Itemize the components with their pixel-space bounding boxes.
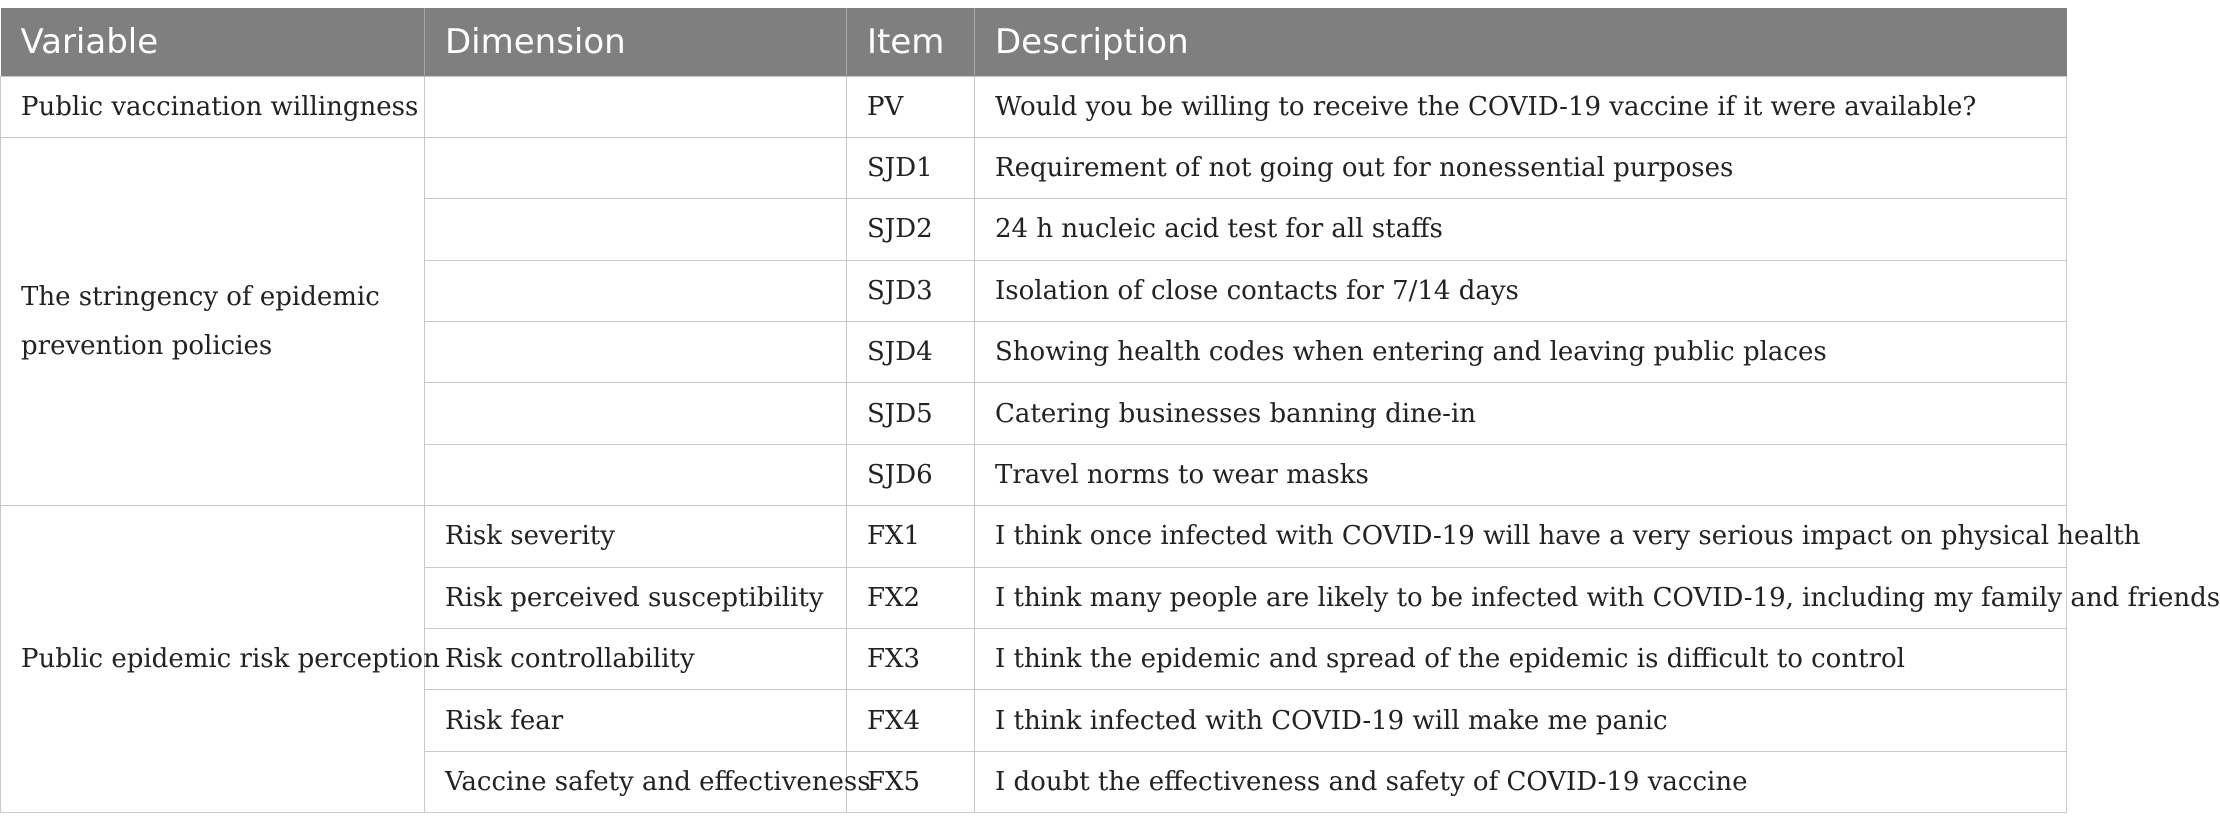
item-cell: SJD4 <box>847 322 975 383</box>
dimension-cell <box>425 76 847 137</box>
item-cell: SJD1 <box>847 137 975 198</box>
description-cell: Requirement of not going out for nonessential purposes <box>975 137 2067 198</box>
description-cell: I think once infected with COVID-19 will have a very serious impact on physical health <box>975 506 2067 567</box>
header-item: Item <box>847 8 975 76</box>
description-cell: Catering businesses banning dine-in <box>975 383 2067 444</box>
variable-cell: The stringency of epidemic prevention policies <box>1 137 425 505</box>
description-cell: I think many people are likely to be infected with COVID-19, including my family and friends <box>975 567 2067 628</box>
item-cell: PV <box>847 76 975 137</box>
dimension-cell <box>425 260 847 321</box>
table-container <box>0 8 2220 813</box>
description-cell: Would you be willing to receive the COVID-19 vaccine if it were available? <box>975 76 2067 137</box>
dimension-cell <box>425 137 847 198</box>
dimension-cell: Risk fear <box>425 690 847 751</box>
item-cell: SJD6 <box>847 444 975 505</box>
description-cell: Travel norms to wear masks <box>975 444 2067 505</box>
table-row <box>1 506 2067 567</box>
item-cell: FX1 <box>847 506 975 567</box>
variable-cell: Public epidemic risk perception <box>1 506 425 813</box>
table-row <box>1 137 2067 198</box>
header-description: Description <box>975 8 2067 76</box>
dimension-cell <box>425 383 847 444</box>
description-cell: Showing health codes when entering and leaving public places <box>975 322 2067 383</box>
item-cell: FX3 <box>847 629 975 690</box>
dimension-cell <box>425 444 847 505</box>
item-cell: FX4 <box>847 690 975 751</box>
item-cell: SJD3 <box>847 260 975 321</box>
variables-table <box>0 8 2220 813</box>
description-cell: I think infected with COVID-19 will make me panic <box>975 690 2067 751</box>
variable-cell: Public vaccination willingness <box>1 76 425 137</box>
item-cell: FX2 <box>847 567 975 628</box>
item-cell: SJD5 <box>847 383 975 444</box>
dimension-cell: Risk perceived susceptibility <box>425 567 847 628</box>
header-row <box>1 8 2067 76</box>
description-cell: 24 h nucleic acid test for all staffs <box>975 199 2067 260</box>
dimension-cell: Risk controllability <box>425 629 847 690</box>
dimension-cell <box>425 199 847 260</box>
description-cell: Isolation of close contacts for 7/14 days <box>975 260 2067 321</box>
description-cell: I doubt the effectiveness and safety of COVID-19 vaccine <box>975 751 2067 812</box>
dimension-cell: Vaccine safety and effectiveness <box>425 751 847 812</box>
item-cell: SJD2 <box>847 199 975 260</box>
description-cell: I think the epidemic and spread of the epidemic is difficult to control <box>975 629 2067 690</box>
header-dimension: Dimension <box>425 8 847 76</box>
header-variable: Variable <box>1 8 425 76</box>
dimension-cell: Risk severity <box>425 506 847 567</box>
dimension-cell <box>425 322 847 383</box>
table-row <box>1 76 2067 137</box>
item-cell: FX5 <box>847 751 975 812</box>
